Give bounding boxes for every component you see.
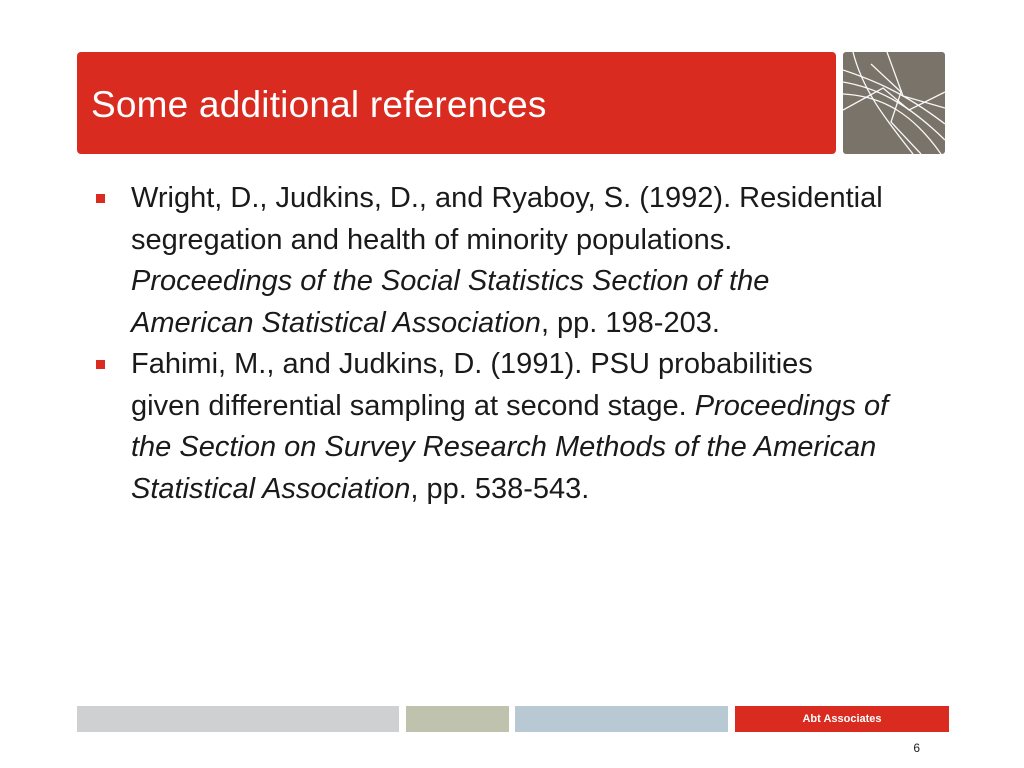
abt-logo-icon [843,52,945,154]
references-list [90,178,890,510]
ref-citation: Wright, D., Judkins, D., and Ryaboy, S. (1992). Residential segregation and health of minority populations. [131,182,883,256]
square-bullet-icon [96,194,105,203]
list-item [90,344,890,510]
ref-journal: Proceedings of the Social Statistics Section of the American Statistical Association [131,265,770,339]
footer-brand: Abt Associates [735,706,949,732]
ref-citation: Fahimi, M., and Judkins, D. (1991). PSU probabilities given differential sampling at second stage. [131,348,813,422]
footer-bar-olive [406,706,509,732]
ref-journal: Proceedings of the Section on Survey Research Methods of the American Statistical Association [131,389,889,505]
list-item [90,178,890,344]
square-bullet-icon [96,360,105,369]
ref-pages: , pp. 538-543. [410,472,590,505]
page-number: 6 [913,741,920,755]
page-title: Some additional references [91,84,547,125]
footer-bar-gray [77,706,399,732]
ref-pages: , pp. 198-203. [540,306,720,339]
title-bar [77,52,836,154]
footer-bar-blue [515,706,728,732]
